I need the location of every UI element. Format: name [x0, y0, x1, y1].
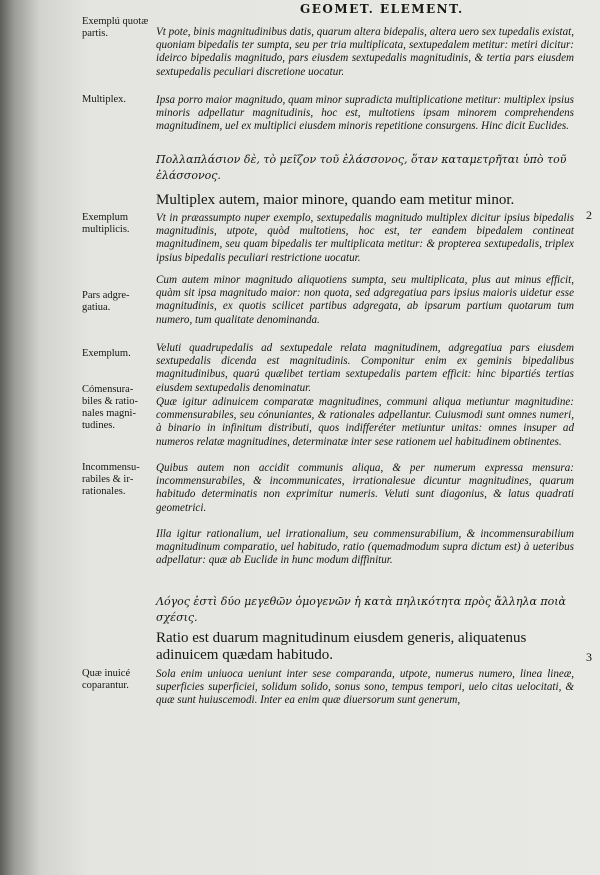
paragraph-illa-igitur: Illa igitur rationalium, uel irrationalium, seu commensurabilium, & incommensurabilium magnitudinum comparatio, uel habitudo, ratio (quemadmodum supra dictum est) à ueteribus adpellatur: quæ ab Euclide in hunc modum diffinitur.	[156, 528, 574, 567]
margin-note-exemplum: Exemplum.	[82, 348, 131, 359]
paragraph-sola-enim: Sola enim uniuoca ueniunt inter sese comparanda, utpote, numerus numero, linea lineæ, superficies superficiei, solidum solido, sonus sono, tempus tempori, uelo citas uelocitati, & quæ sunt huiuscemodi. Inter ea enim quæ diuersorum sunt generum,	[156, 668, 574, 707]
definition-ratio: Ratio est duarum magnitudinum eiusdem generis, aliquatenus adinuicem quædam habitudo.	[156, 630, 527, 663]
margin-note-multiplex: Multiplex.	[82, 94, 127, 105]
paragraph-exemplum-multiplicis: Vt in præassumpto nuper exemplo, sextupedalis magnitudo multiplex dicitur ipsius bipedalis magnitudinis, utpote, quòd multotiens, hoc est, ter eandem bipedalem contineat magnitudinem, seu quam bipedalis ter multiplicata metitur: & propterea sextupedalis, triplex ipsius bipedalis peculiari restrictione uocatur.	[156, 212, 574, 264]
definition-multiplex: Multiplex autem, maior minore, quando eam metitur minor.	[156, 192, 515, 208]
paragraph-multiplex: Ipsa porro maior magnitudo, quam minor supradicta multiplicatione metitur: multiplex ipsius minoris adpellatur magnitudinis, hoc est, multotiens ipsam minorem comprehendens magnitudinem, uel ex multiplici eiusdem minoris repetitione consurgens. Hinc dicit Euclides.	[156, 94, 574, 133]
running-header: GEOMET. ELEMENT.	[300, 2, 464, 16]
margin-note-incommensurabiles: Incommensurabiles & irrationales.	[82, 462, 140, 497]
paragraph-exemplum-partis: Vt pote, binis magnitudinibus datis, quarum altera bidepalis, altera uero sex tupedalis existat, quoniam bipedalis ter sumpta, seu per tria multiplicata, sextupedalem metitur: metiri dicitur: ideirco bipedalis magnitudo, pars eiusdem sextupedalis magnitudinis, & tertia pars eiusdem sextupedalis peculiari discretione uocatur.	[156, 26, 574, 78]
paragraph-incommensurabiles: Quibus autem non accidit communis aliqua, & per numerum expressa mensura: incommensurabiles, & incommunicates, irrationalesue dicuntur magnitudines, quarum habitudo determinatis non exprimitur numeris. Veluti sunt diagonius, & latus quadrati geometrici.	[156, 462, 574, 514]
margin-note-quae-inuicem: Quæ inuicé coparantur.	[82, 668, 131, 691]
paragraph-exemplum: Veluti quadrupedalis ad sextupedale relata magnitudinem, adgregatiua pars eiusdem sextupedalis dicenda est magnitudinis. Componitur enim ex geminis bipedalibus magnitudinibus, quarú quælibet tertiam sextupedalis partem efficit: hinc bipartiés tertias eiusdem sextupedalis denominatur.	[156, 342, 574, 394]
margin-note-exemplum-quotae: Exemplú quotæ partis.	[82, 16, 149, 39]
definition-number-3: 3	[586, 650, 592, 664]
definition-number-2: 2	[586, 208, 592, 222]
paragraph-pars-adgregativa: Cum autem minor magnitudo aliquotiens sumpta, seu multiplicata, plus aut minus efficit, quàm sit ipsa magnitudo maior: non quota, sed adgregatiua pars ipsius maioris uidetur esse magnitudinis, ex quotis scilicet partibus adgregata, ab ipsarum partium quotarum tum numero, tum qualitate denominanda.	[156, 274, 574, 326]
greek-definition-multiplex: Πολλαπλάσιον δὲ, τὸ μεῖζον τοῦ ἐλάσσονος, ὅταν καταμετρῆται ὑπὸ τοῦ ἐλάσσονος.	[156, 153, 567, 182]
margin-note-commensurabiles: Cómensurabiles & rationales magnitudines.	[82, 384, 138, 431]
paragraph-commensurabiles: Quæ igitur adinuicem comparatæ magnitudines, communi aliqua metiuntur magnitudine: commensurabiles, seu cónuniantes, & rationales adpellantur. Cuiusmodi sunt omnes numeri, à binario in infinitum distributi, quos indifferéter metiuntur unitas: omnes insuper ad numeros relatæ magnitudines, determinatæ inter sese rationem uel habitudinem obtinentes.	[156, 396, 574, 448]
margin-note-pars-adgregativa: Pars adgregatiua.	[82, 290, 130, 313]
margin-note-exemplum-multiplicis: Exemplum multiplicis.	[82, 212, 130, 235]
greek-definition-ratio: Λόγος ἐστὶ δύο μεγεθῶν ὁμογενῶν ἡ κατὰ πηλικότητα πρὸς ἄλληλα ποιὰ σχέσις.	[156, 595, 566, 624]
